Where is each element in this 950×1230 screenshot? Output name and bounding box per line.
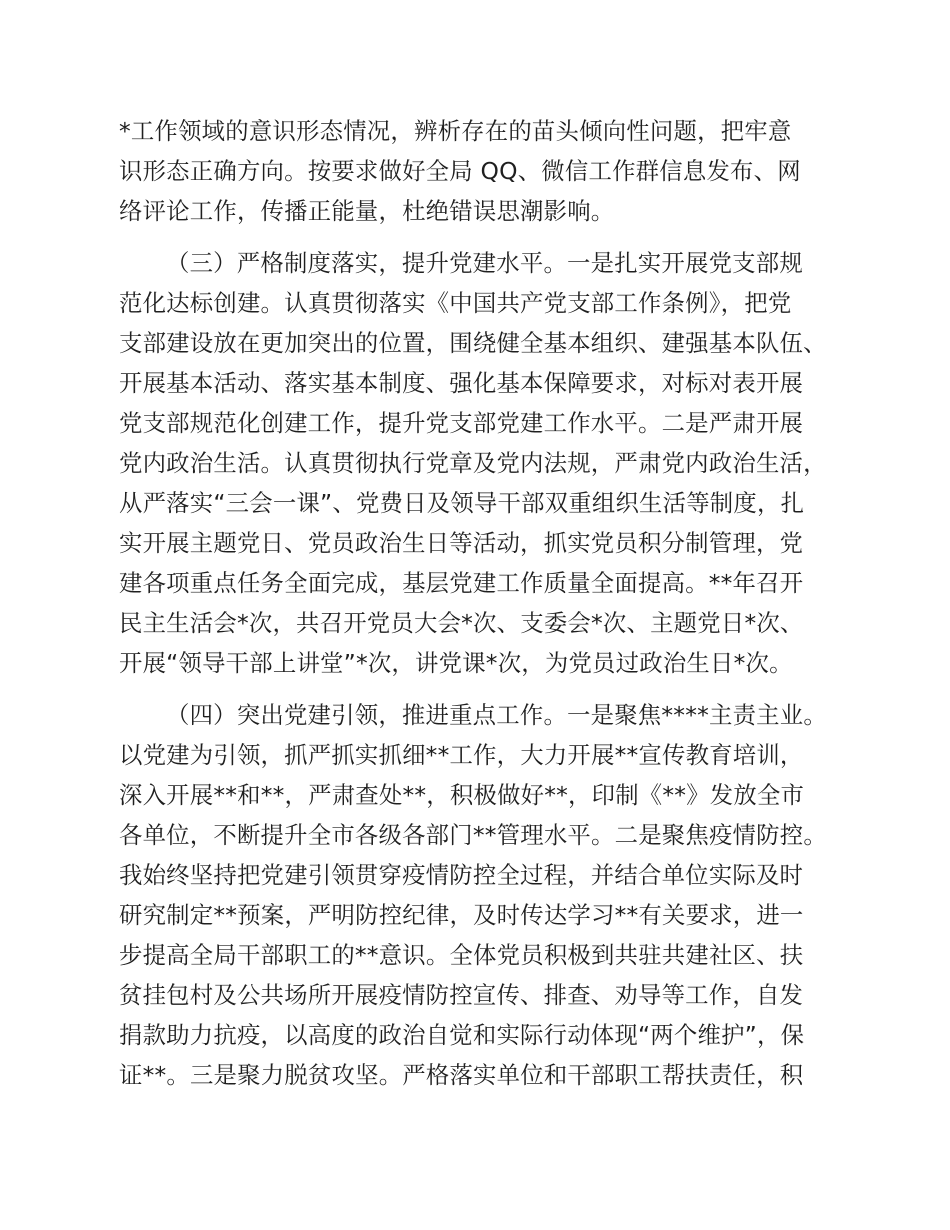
text-line: 党内政治生活。认真贯彻执行党章及党内法规，严肃党内政治生活， — [119, 449, 827, 477]
text-line: 支部建设放在更加突出的位置，围绕健全基本组织、建强基本队伍、 — [119, 329, 827, 357]
text-line: 实开展主题党日、党员政治生日等活动，抓实党员积分制管理，党 — [119, 529, 804, 557]
text-line: 从严落实“三会一课”、党费日及领导干部双重组织生活等制度，扎 — [119, 489, 805, 517]
text-line: 我始终坚持把党建引领贯穿疫情防控全过程，并结合单位实际及时 — [119, 861, 804, 889]
text-line: 范化达标创建。认真贯彻落实《中国共产党支部工作条例》，把党 — [119, 289, 792, 317]
text-line: 各单位，不断提升全市各级各部门**管理水平。二是聚焦疫情防控。 — [119, 821, 827, 849]
text-line: 民主生活会*次，共召开党员大会*次、支委会*次、主题党日*次、 — [119, 609, 804, 637]
text-line: 建各项重点任务全面完成，基层党建工作质量全面提高。**年召开 — [119, 569, 804, 597]
text-line: 证**。三是聚力脱贫攻坚。严格落实单位和干部职工帮扶责任，积 — [119, 1061, 804, 1089]
text-line: 研究制定**预案，严明防控纪律，及时传达学习**有关要求，进一 — [119, 901, 804, 929]
text-line: 捐款助力抗疫，以高度的政治自觉和实际行动体现“两个维护”，保 — [119, 1021, 805, 1049]
text-line: 党支部规范化创建工作，提升党支部党建工作水平。二是严肃开展 — [119, 409, 804, 437]
text-line: 以党建为引领，抓严抓实抓细**工作，大力开展**宣传教育培训， — [119, 741, 804, 769]
text-line: 开展基本活动、落实基本制度、强化基本保障要求，对标对表开展 — [119, 369, 804, 397]
text-line: 络评论工作，传播正能量，杜绝错误思潮影响。 — [119, 197, 615, 225]
text-line: （三）严格制度落实，提升党建水平。一是扎实开展党支部规 — [166, 249, 803, 277]
text-line: 深入开展**和**，严肃查处**，积极做好**，印制《**》发放全市 — [119, 781, 805, 809]
text-line: 识形态正确方向。按要求做好全局 QQ、微信工作群信息发布、网 — [119, 157, 801, 185]
text-line: 步提高全局干部职工的**意识。全体党员积极到共驻共建社区、扶 — [119, 941, 804, 969]
text-line: 贫挂包村及公共场所开展疫情防控宣传、排查、劝导等工作，自发 — [119, 981, 804, 1009]
text-line: 开展“领导干部上讲堂”*次，讲党课*次，为党员过政治生日*次。 — [119, 649, 793, 677]
text-line: *工作领域的意识形态情况，辨析存在的苗头倾向性问题，把牢意 — [119, 117, 792, 145]
text-line: （四）突出党建引领，推进重点工作。一是聚焦****主责主业。 — [166, 701, 827, 729]
